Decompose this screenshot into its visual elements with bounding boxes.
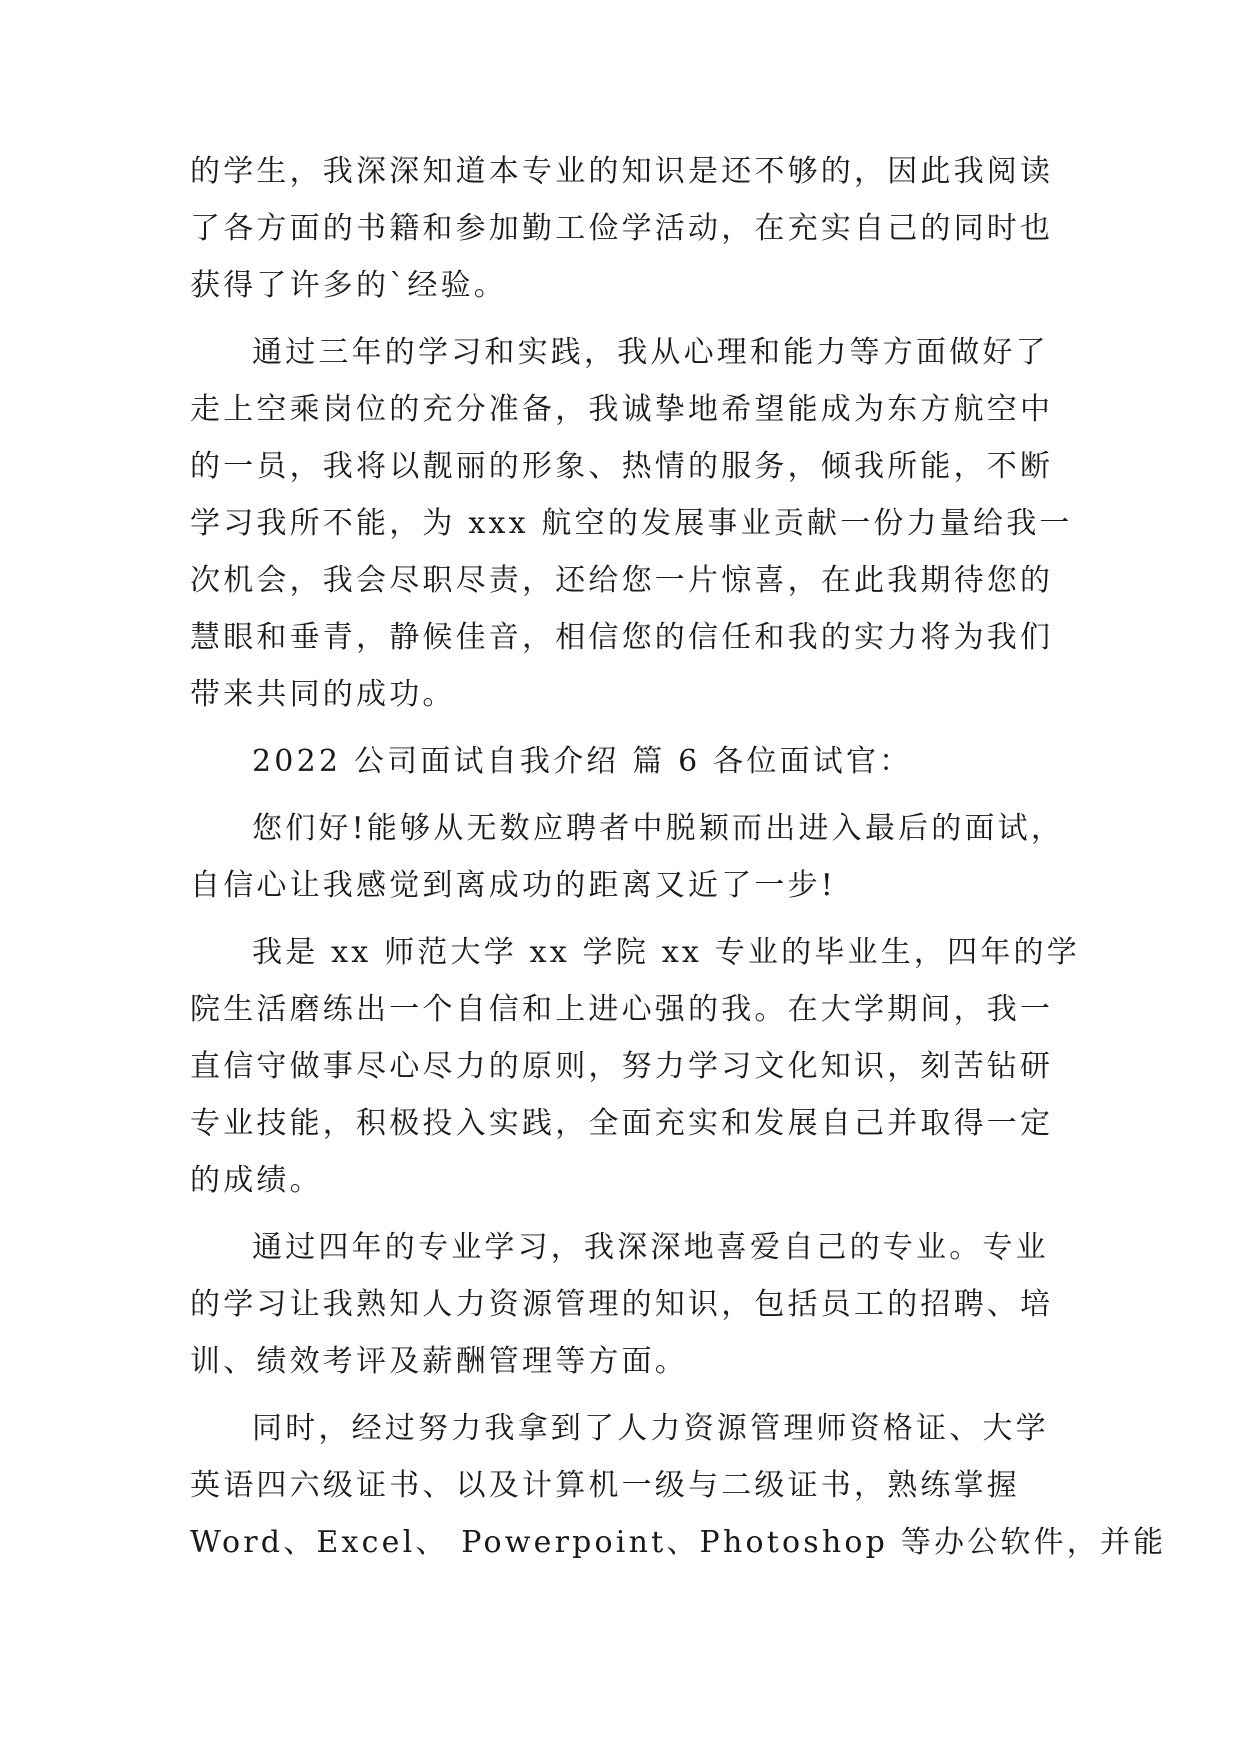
text-line: 院生活磨练出一个自信和上进心强的我。在大学期间，我一 — [190, 992, 1054, 1027]
section-heading: 2022 公司面试自我介绍 篇 6 各位面试官： — [252, 744, 913, 779]
text-line: 学习我所不能，为 xxx 航空的发展事业贡献一份力量给我一 — [190, 506, 1073, 541]
text-line: 专业技能，积极投入实践，全面充实和发展自己并取得一定 — [190, 1106, 1054, 1141]
text-line: 了各方面的书籍和参加勤工俭学活动，在充实自己的同时也 — [190, 211, 1054, 246]
text-line: 通过三年的学习和实践，我从心理和能力等方面做好了 — [252, 335, 1049, 370]
text-line: 的学生，我深深知道本专业的知识是还不够的，因此我阅读 — [190, 154, 1054, 189]
text-line: 获得了许多的`经验。 — [190, 268, 507, 303]
text-line: Word、Excel、 Powerpoint、Photoshop 等办公软件，并能 — [190, 1525, 1167, 1560]
text-line: 走上空乘岗位的充分准备，我诚挚地希望能成为东方航空中 — [190, 392, 1054, 427]
text-line: 的成绩。 — [190, 1163, 323, 1198]
text-line: 的学习让我熟知人力资源管理的知识，包括员工的招聘、培 — [190, 1287, 1054, 1322]
text-line: 同时，经过努力我拿到了人力资源管理师资格证、大学 — [252, 1411, 1049, 1446]
text-line: 我是 xx 师范大学 xx 学院 xx 专业的毕业生，四年的学 — [252, 935, 1080, 970]
text-line: 直信守做事尽心尽力的原则，努力学习文化知识，刻苦钻研 — [190, 1049, 1054, 1084]
text-line: 次机会，我会尽职尽责，还给您一片惊喜，在此我期待您的 — [190, 563, 1054, 598]
text-line: 您们好!能够从无数应聘者中脱颖而出进入最后的面试， — [252, 811, 1065, 846]
text-line: 慧眼和垂青，静候佳音，相信您的信任和我的实力将为我们 — [190, 620, 1054, 655]
text-line: 训、绩效考评及薪酬管理等方面。 — [190, 1344, 688, 1379]
text-line: 带来共同的成功。 — [190, 677, 456, 712]
text-line: 的一员，我将以靓丽的形象、热情的服务，倾我所能，不断 — [190, 449, 1054, 484]
text-line: 通过四年的专业学习，我深深地喜爱自己的专业。专业 — [252, 1230, 1049, 1265]
text-line: 自信心让我感觉到离成功的距离又近了一步! — [190, 868, 837, 903]
text-line: 英语四六级证书、以及计算机一级与二级证书，熟练掌握 — [190, 1468, 1020, 1503]
